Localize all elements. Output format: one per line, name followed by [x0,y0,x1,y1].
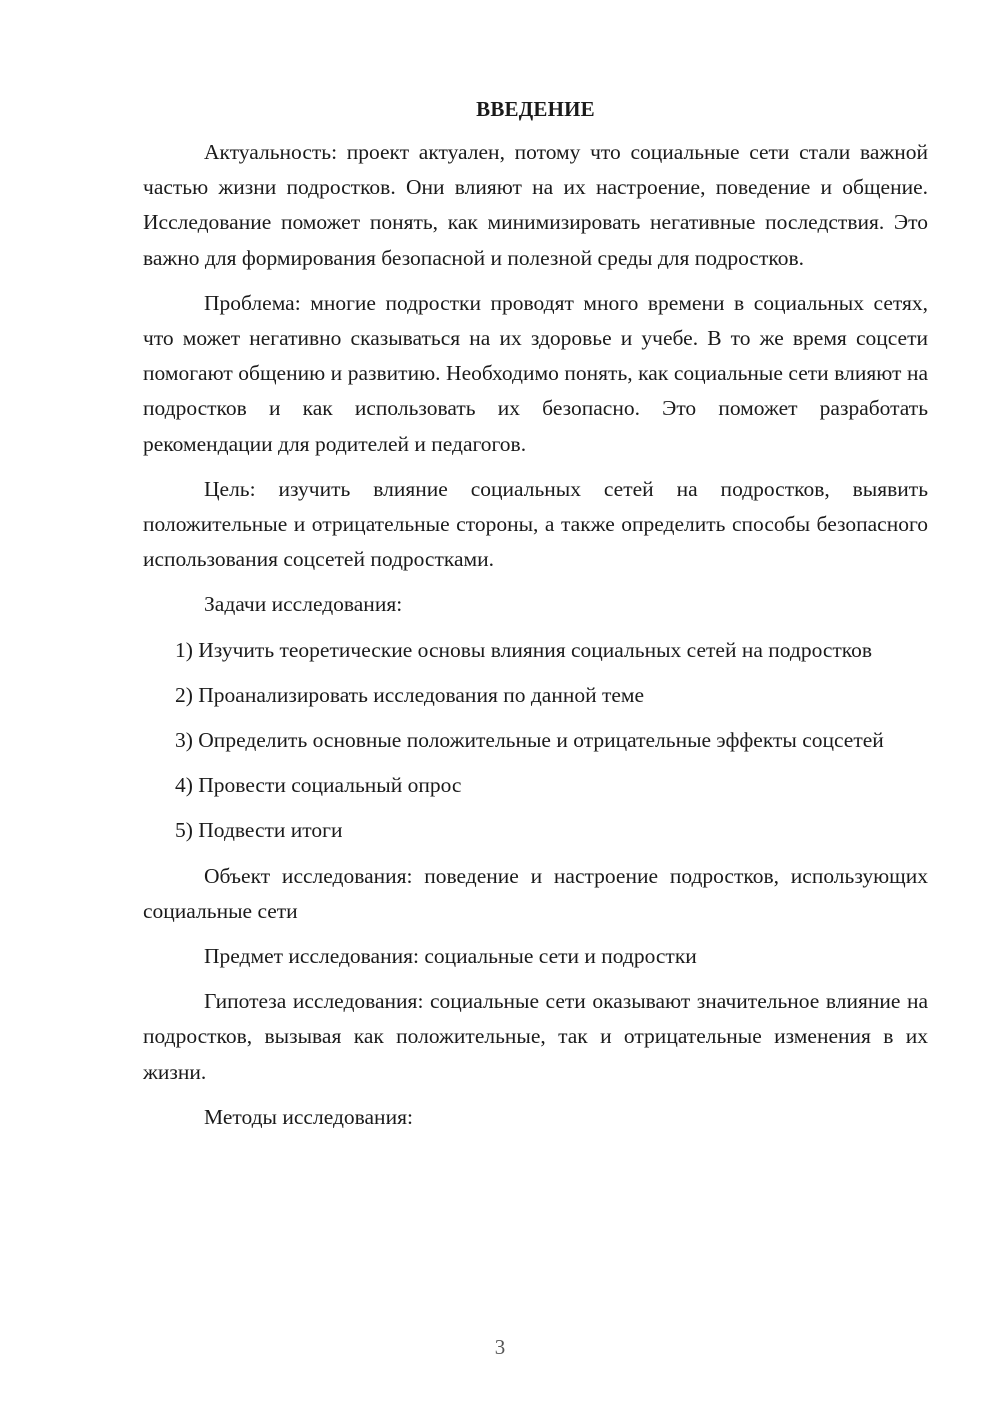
task-item-3: 3) Определить основные положительные и отрицательные эффекты соцсетей [175,728,884,753]
paragraph-hypothesis: Гипотеза исследования: социальные сети оказывают значительное влияние на подростков, вызывая как положительные, так и отрицательные изменения в их жизни. [143,989,928,1084]
paragraph-relevance: Актуальность: проект актуален, потому что социальные сети стали важной частью жизни подростков. Они влияют на их настроение, поведение и общение. Исследование поможет понять, как минимизировать негативные последствия. Это важно для формирования безопасной и полезной среды для подростков. [143,140,928,270]
task-item-2: 2) Проанализировать исследования по данной теме [175,682,645,707]
paragraph-goal: Цель: изучить влияние социальных сетей на подростков, выявить положительные и отрицательные стороны, а также определить способы безопасного использования соцсетей подростками. [143,476,928,572]
section-title: ВВЕДЕНИЕ [476,97,595,121]
paragraph-problem: Проблема: многие подростки проводят много времени в социальных сетях, что может негативно сказываться на их здоровье и учебе. В то же время соцсети помогают общению и развитию. Необходимо понять, как социальные сети влияют на подростков и как использовать их безопасно. Это поможет разработать рекомендации для родителей и педагогов. [143,290,928,456]
paragraph-methods: Методы исследования: [204,1104,413,1129]
page-number: 3 [494,1335,506,1359]
task-item-4: 4) Провести социальный опрос [175,773,462,798]
paragraph-object: Объект исследования: поведение и настроение подростков, использующих социальные сети [143,863,928,923]
paragraph-subject: Предмет исследования: социальные сети и подростки [204,944,697,969]
task-item-5: 5) Подвести итоги [175,818,343,843]
task-item-1: 1) Изучить теоретические основы влияния социальных сетей на подростков [175,637,873,662]
page-content [143,92,928,1145]
paragraph-tasks-heading: Задачи исследования: [204,592,403,617]
